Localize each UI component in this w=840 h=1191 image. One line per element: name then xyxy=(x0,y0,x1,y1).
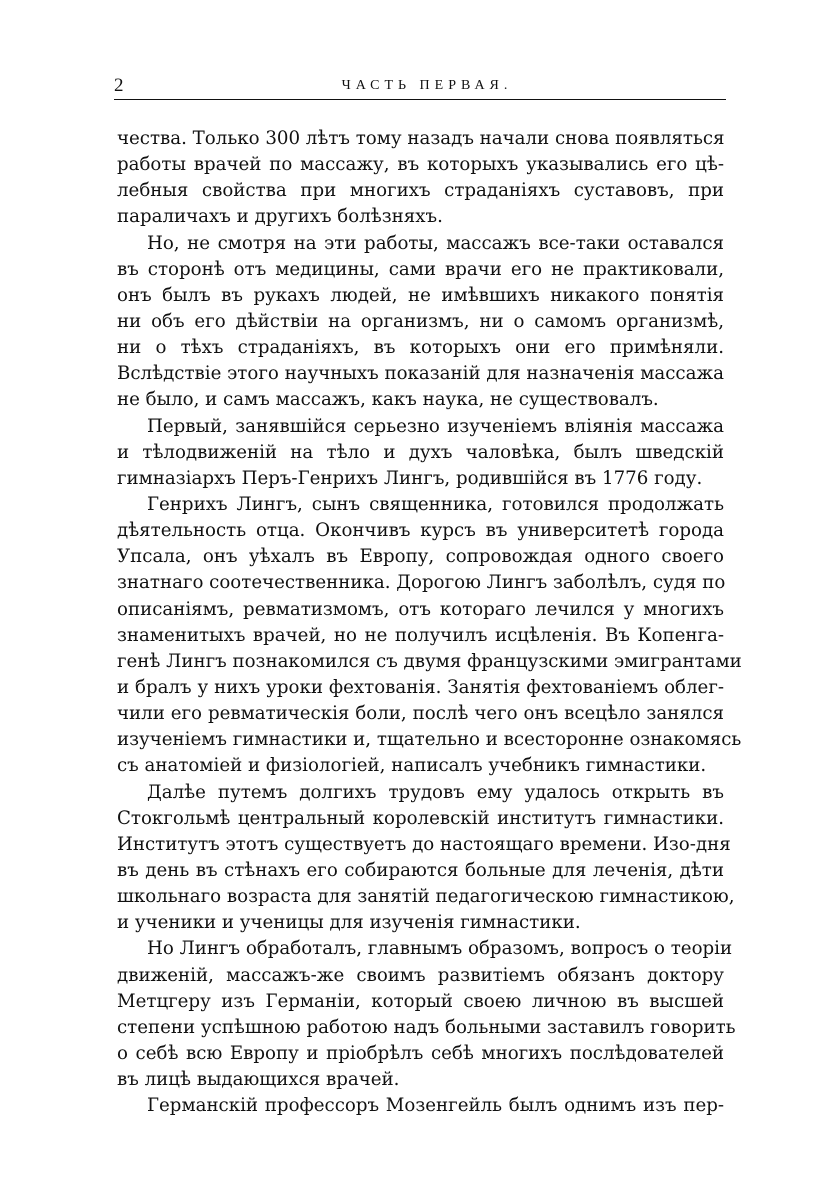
text-line: ни о тѣхъ страданіяхъ, въ которыхъ они его примѣняли. xyxy=(117,337,724,359)
text-line: Метцгеру изъ Германіи, который своею личною въ высшей xyxy=(117,990,724,1012)
text-line: и бралъ у нихъ уроки фехтованія. Занятія фехтованіемъ облег- xyxy=(117,676,724,698)
text-line: школьнаго возраста для занятій педагогическою гимнастикою, xyxy=(117,886,735,908)
text-line: съ анатоміей и физіологіей, написалъ учебникъ гимнастики. xyxy=(117,755,707,777)
text-line: гимназіархъ Перъ-Генрихъ Лингъ, родившійся въ 1776 году. xyxy=(117,467,703,489)
text-line: Вслѣдствіе этого научныхъ показаній для назначенія массажа xyxy=(117,363,724,385)
text-line: Генрихъ Лингъ, сынъ священника, готовился продолжать xyxy=(147,493,724,515)
text-line: знаменитыхъ врачей, но не получилъ исцѣленія. Въ Копенга- xyxy=(117,624,724,646)
text-line: Но, не смотря на эти работы, массажъ все-таки оставался xyxy=(147,232,724,254)
text-line: не было, и самъ массажъ, какъ наука, не существовалъ. xyxy=(117,389,659,411)
text-line: ни объ его дѣйствіи на организмъ, ни о самомъ организмѣ, xyxy=(117,310,724,332)
text-line: Институтъ этотъ существуетъ до настоящаго времени. Изо-дня xyxy=(117,833,731,855)
header-rule xyxy=(114,99,726,100)
text-line: Германскій профессоръ Мозенгейль былъ однимъ изъ пер- xyxy=(147,1095,724,1117)
text-line: параличахъ и другихъ болѣзняхъ. xyxy=(117,206,443,228)
text-line: дѣятельность отца. Окончивъ курсъ въ университетѣ города xyxy=(117,520,724,542)
text-line: въ лицѣ выдающихся врачей. xyxy=(117,1069,400,1091)
text-line: о себѣ всю Европу и пріобрѣлъ себѣ многихъ послѣдователей xyxy=(117,1042,724,1064)
text-line: Далѣе путемъ долгихъ трудовъ ему удалось открыть въ xyxy=(147,781,724,803)
text-line: движеній, массажъ-же своимъ развитіемъ обязанъ доктору xyxy=(117,964,724,986)
running-head xyxy=(114,76,726,100)
text-line: изученіемъ гимнастики и, тщательно и всесторонне ознакомясь xyxy=(117,729,742,751)
text-line: генѣ Лингъ познакомился съ двумя французскими эмигрантами xyxy=(117,650,742,672)
page-number: 2 xyxy=(114,75,124,96)
text-line: въ день въ стѣнахъ его собираются больные для леченія, дѣти xyxy=(117,859,724,881)
text-line: Первый, занявшійся серьезно изученіемъ вліянія массажа xyxy=(147,415,724,437)
body-text xyxy=(117,126,742,1119)
text-line: описаніямъ, ревматизмомъ, отъ котораго лечился у многихъ xyxy=(117,598,724,620)
text-line: степени успѣшною работою надъ больными заставилъ говорить xyxy=(117,1016,736,1038)
text-line: чества. Только 300 лѣтъ тому назадъ начали снова появляться xyxy=(117,128,725,149)
text-line: чили его ревматическія боли, послѣ чего онъ всецѣло занялся xyxy=(117,703,724,725)
text-line: Но Лингъ обработалъ, главнымъ образомъ, вопросъ о теоріи xyxy=(147,938,733,960)
running-title: ЧАСТЬ ПЕРВАЯ. xyxy=(341,78,513,93)
text-line: Упсала, онъ уѣхалъ въ Европу, сопровождая одного своего xyxy=(117,546,724,568)
text-line: Стокгольмѣ центральный королевскій институтъ гимнастики. xyxy=(117,807,724,829)
text-line: работы врачей по массажу, въ которыхъ указывались его цѣ- xyxy=(117,154,724,176)
text-line: знатнаго соотечественника. Дорогою Лингъ заболѣлъ, судя по xyxy=(117,572,726,594)
text-line: и тѣлодвиженій на тѣло и духъ чаловѣка, былъ шведскій xyxy=(117,441,724,463)
text-line: и ученики и ученицы для изученія гимнастики. xyxy=(117,912,581,934)
text-line: онъ былъ въ рукахъ людей, не имѣвшихъ никакого понятія xyxy=(117,284,724,306)
text-line: въ сторонѣ отъ медицины, сами врачи его не практиковали, xyxy=(117,258,724,280)
text-line: лебныя свойства при многихъ страданіяхъ суставовъ, при xyxy=(117,180,724,202)
